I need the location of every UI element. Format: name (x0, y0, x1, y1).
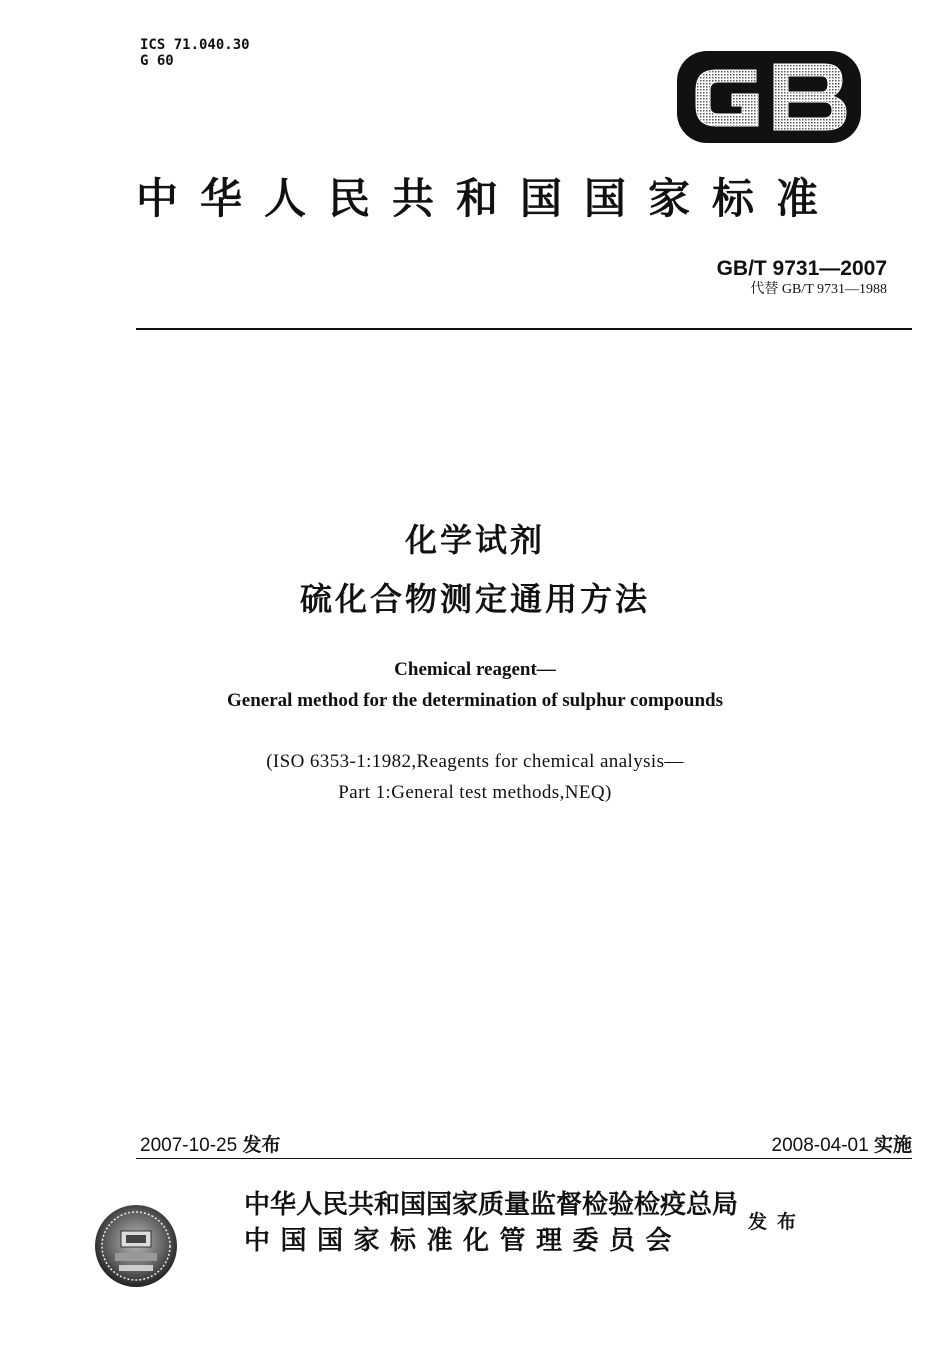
classification-codes (140, 37, 250, 69)
bottom-divider (136, 1158, 912, 1159)
english-title-line1: Chemical reagent— (394, 659, 556, 680)
issuers-action: 发布 (748, 1211, 807, 1233)
issue-date-value: 2007-10-25 (140, 1135, 238, 1156)
english-title-line2: General method for the determination of sulphur compounds (227, 690, 723, 711)
issue-date (140, 1130, 281, 1157)
national-standard-title: 中华人民共和国国家标准 (136, 174, 841, 223)
effective-date-value: 2008-04-01 (771, 1135, 869, 1156)
official-seal-icon (93, 1203, 179, 1289)
chinese-title-line2: 硫化合物测定通用方法 (299, 580, 650, 618)
issuer-line1: 中华人民共和国国家质量监督检验检疫总局 (244, 1190, 739, 1220)
standard-number-block (717, 257, 887, 299)
iso-reference (0, 746, 950, 808)
issuer-line2: 中国国家标准化管理委员会 (244, 1226, 683, 1256)
effective-date-label: 实施 (873, 1134, 912, 1156)
english-title (0, 654, 950, 716)
iso-reference-line1: (ISO 6353-1:1982,Reagents for chemical analysis— (266, 751, 684, 772)
ccs-code: G 60 (140, 53, 174, 69)
iso-reference-line2: Part 1:General test methods,NEQ) (338, 782, 612, 803)
top-divider (136, 328, 912, 330)
gb-logo (676, 50, 862, 144)
effective-date (772, 1130, 913, 1157)
ics-code: ICS 71.040.30 (140, 37, 250, 53)
standard-number: GB/T 9731—2007 (716, 257, 887, 280)
replaces-standard: 代替 GB/T 9731—1988 (750, 282, 887, 297)
issue-date-label: 发布 (242, 1134, 281, 1156)
chinese-title-line1: 化学试剂 (404, 521, 545, 559)
gb-logo-text: GB (676, 50, 678, 51)
